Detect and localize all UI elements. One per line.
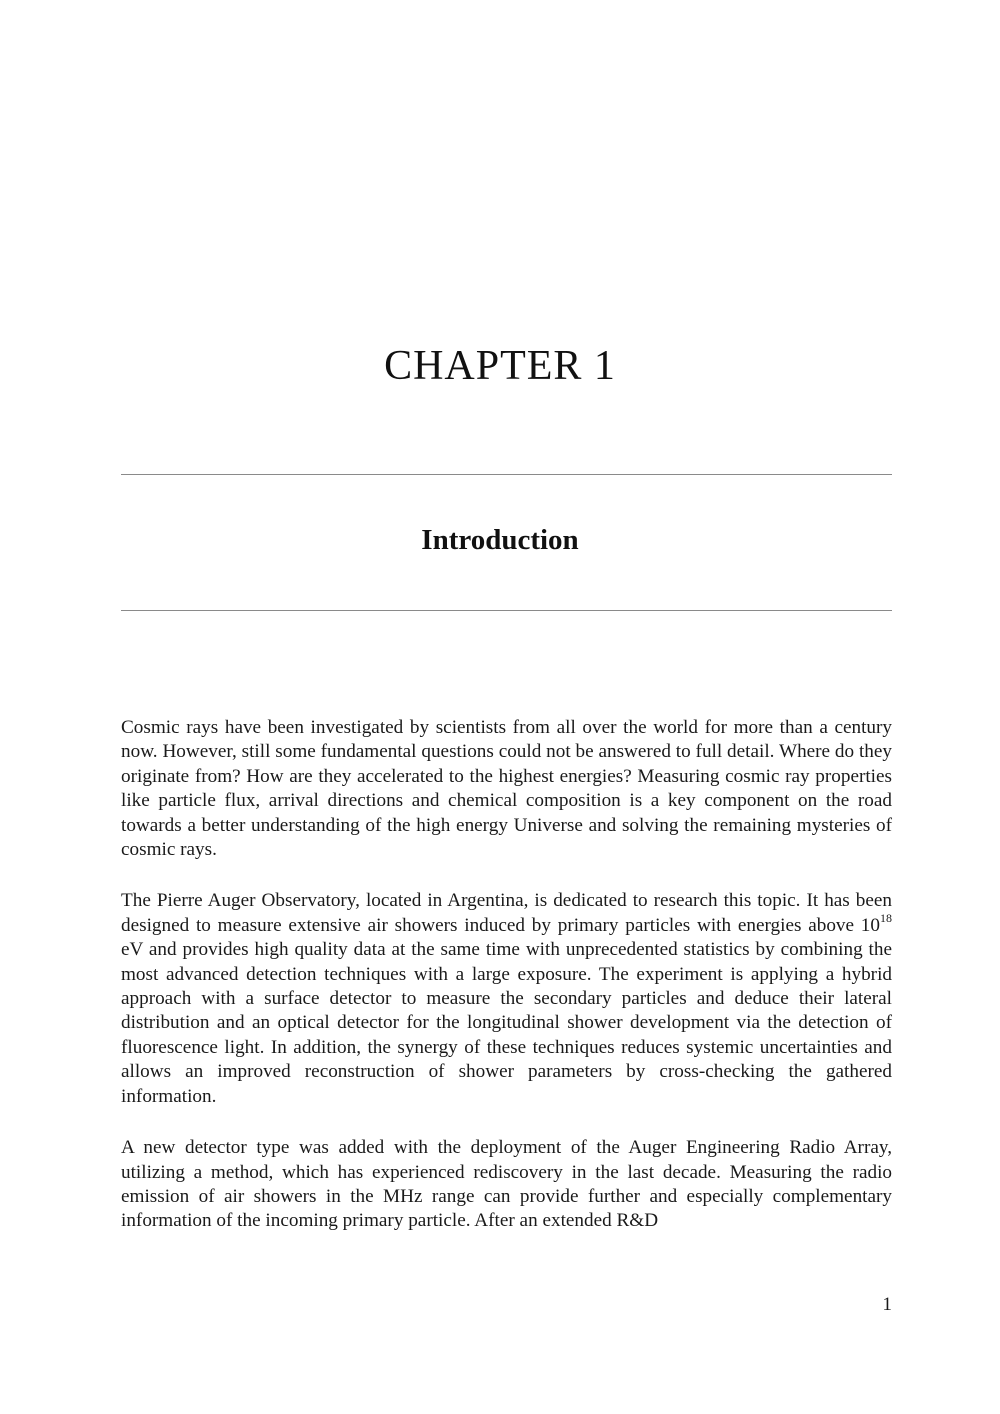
paragraph-2 xyxy=(121,889,892,1109)
body-text xyxy=(121,716,892,1261)
chapter-label: CHAPTER 1 xyxy=(384,343,616,389)
chapter-title: Introduction xyxy=(421,524,579,556)
bottom-rule xyxy=(121,610,892,611)
energy-exponent: 18 xyxy=(880,911,892,926)
paragraph-3: A new detector type was added with the deployment of the Auger Engineering Radio Array, utilizing a method, which has experienced rediscovery in the last decade. Measuring the radio emission of air showers in the MHz range can provide further and especially complementary information of the incoming primary particle. After an extended R&D xyxy=(121,1137,892,1232)
paragraph-2-part-2: eV and provides high quality data at the same time with unprecedented statistics by combining the most advanced detection techniques with a large exposure. The experiment is applying a hybrid approach with a surface detector to measure the secondary particles and deduce their lateral distribution and an optical detector for the longitudinal shower development via the detection of fluorescence light. In addition, the synergy of these techniques reduces systemic uncertainties and allows an improved reconstruction of shower parameters by cross-checking the gathered information. xyxy=(121,939,892,1107)
page-number: 1 xyxy=(882,1294,892,1315)
top-rule xyxy=(121,474,892,475)
paragraph-2-part-1: The Pierre Auger Observatory, located in Argentina, is dedicated to research this topic. It has been designed to measure extensive air showers induced by primary particles with energies above 10 xyxy=(121,890,892,936)
paragraph-1: Cosmic rays have been investigated by scientists from all over the world for more than a century now. However, still some fundamental questions could not be answered to full detail. Where do they originate from? How are they accelerated to the highest energies? Measuring cosmic ray properties like particle flux, arrival directions and chemical composition is a key component on the road towards a better understanding of the high energy Universe and solving the remaining mysteries of cosmic rays. xyxy=(121,717,892,861)
